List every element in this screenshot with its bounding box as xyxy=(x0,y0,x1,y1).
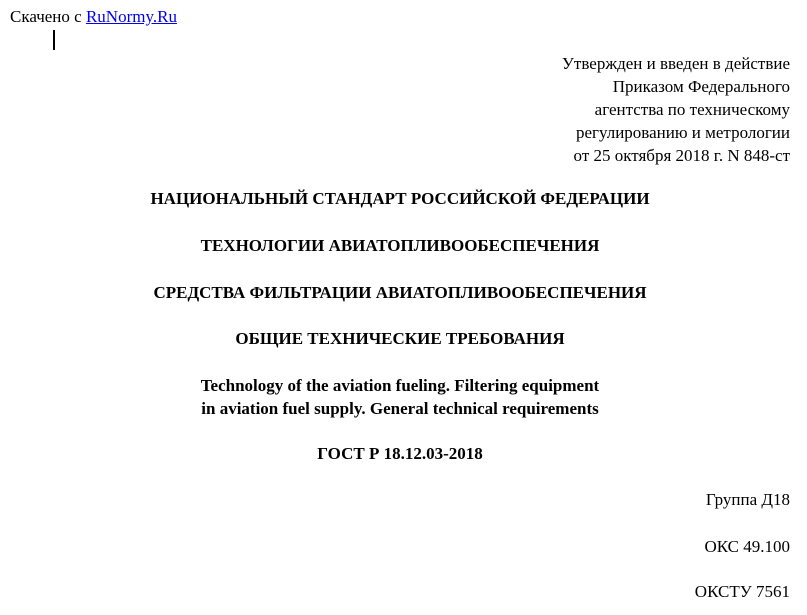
approval-line: агентства по техническому xyxy=(594,100,790,119)
source-line xyxy=(10,6,177,28)
approval-line: Утвержден и введен в действие xyxy=(561,54,790,73)
english-title xyxy=(0,374,800,420)
approval-line: регулированию и метрологии xyxy=(575,123,790,142)
okstu-code: ОКСТУ 7561 xyxy=(694,582,790,601)
english-title-line: Technology of the aviation fueling. Filtering equipment xyxy=(200,376,600,395)
approval-line: Приказом Федерального xyxy=(612,77,790,96)
requirements-heading: ОБЩИЕ ТЕХНИЧЕСКИЕ ТРЕБОВАНИЯ xyxy=(235,329,565,348)
source-prefix: Скачено с xyxy=(10,7,86,26)
approval-block xyxy=(562,52,790,167)
approval-line: от 25 октября 2018 г. N 848-ст xyxy=(573,146,790,165)
technology-heading: ТЕХНОЛОГИИ АВИАТОПЛИВООБЕСПЕЧЕНИЯ xyxy=(200,236,600,255)
source-link[interactable]: RuNormy.Ru xyxy=(85,7,177,26)
english-title-line: in aviation fuel supply. General technical requirements xyxy=(201,399,599,418)
text-cursor xyxy=(53,30,55,50)
filtration-heading: СРЕДСТВА ФИЛЬТРАЦИИ АВИАТОПЛИВООБЕСПЕЧЕНИЯ xyxy=(153,283,647,302)
group-code: Группа Д18 xyxy=(705,490,790,509)
national-standard-heading: НАЦИОНАЛЬНЫЙ СТАНДАРТ РОССИЙСКОЙ ФЕДЕРАЦИИ xyxy=(150,189,650,208)
oks-code: ОКС 49.100 xyxy=(704,537,790,556)
standard-number: ГОСТ Р 18.12.03-2018 xyxy=(317,444,483,463)
